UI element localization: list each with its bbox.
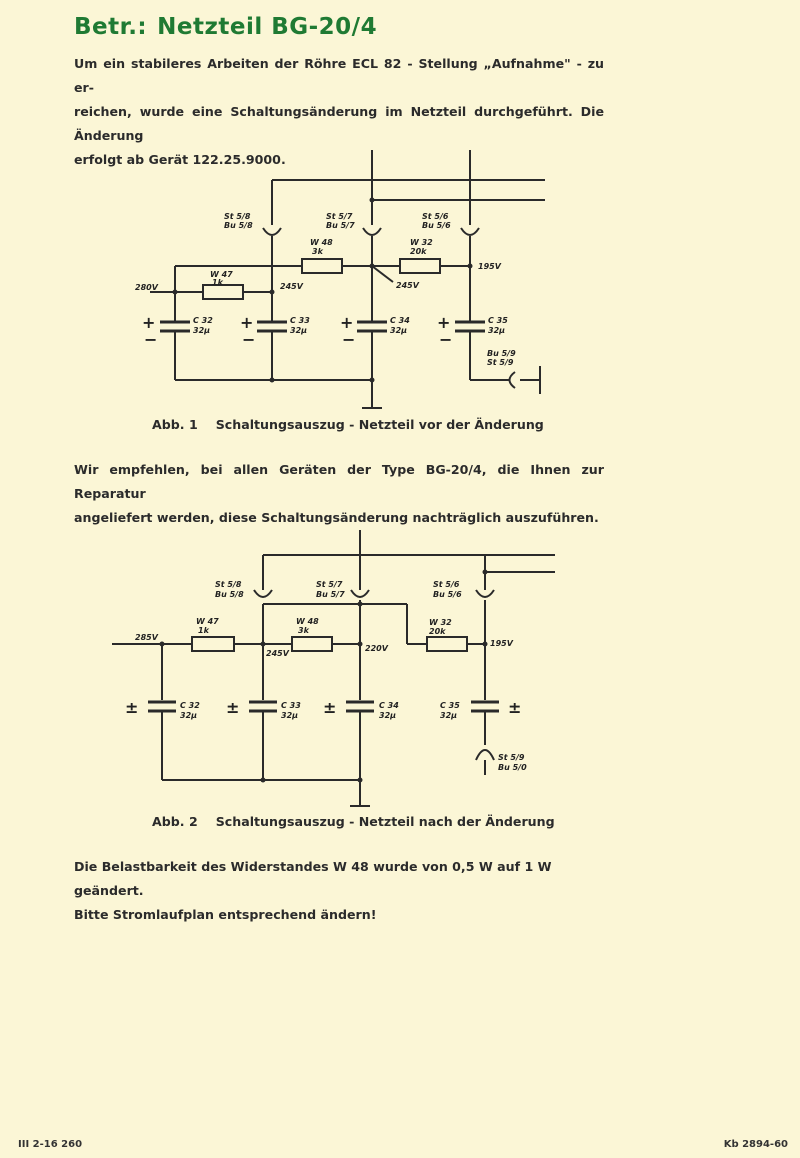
label-w47-value: 1k xyxy=(212,278,223,287)
label-c34-value: 32µ xyxy=(390,326,408,335)
label-c35: C 35 xyxy=(488,316,508,325)
label-c32-value: 32µ xyxy=(193,326,211,335)
label-c32-value: 32µ xyxy=(180,711,198,720)
label-c34: C 34 xyxy=(390,316,410,325)
label-st59: St 5/9 xyxy=(498,753,525,762)
pm-c33: ± xyxy=(226,698,240,717)
minus-c35: − xyxy=(439,330,453,349)
resistor-w32 xyxy=(427,637,467,651)
label-c34-value: 32µ xyxy=(379,711,397,720)
label-c33-value: 32µ xyxy=(281,711,299,720)
label-bu58: Bu 5/8 xyxy=(224,221,253,230)
label-w32-value: 20k xyxy=(429,627,446,636)
pm-c34: ± xyxy=(323,698,337,717)
label-w48: W 48 xyxy=(296,617,319,626)
page-title xyxy=(74,14,387,40)
label-c33-value: 32µ xyxy=(290,326,308,335)
label-st58: St 5/8 xyxy=(224,212,251,221)
title-prefix: Betr.: xyxy=(74,14,148,40)
minus-c32: − xyxy=(144,330,158,349)
label-w32-value: 20k xyxy=(410,247,427,256)
closing-paragraph xyxy=(74,855,614,927)
capacitor-c35 xyxy=(455,322,485,331)
label-c35-value: 32µ xyxy=(440,711,458,720)
intro-line-3: erfolgt ab Gerät 122.25.9000. xyxy=(74,152,286,167)
resistor-w47 xyxy=(192,637,234,651)
label-w48: W 48 xyxy=(310,238,333,247)
capacitor-c32 xyxy=(160,322,190,331)
title-text: Netzteil BG-20/4 xyxy=(157,14,378,40)
recommendation-line-2: angeliefert werden, diese Schaltungsänderung nachträglich auszuführen. xyxy=(74,510,599,525)
figure-1-caption-num: Abb. 1 xyxy=(152,417,198,432)
label-st56: St 5/6 xyxy=(422,212,449,221)
capacitor-c34 xyxy=(357,322,387,331)
label-bu59: Bu 5/0 xyxy=(498,763,527,772)
intro-line-1: Um ein stabileres Arbeiten der Röhre ECL 82 - Stellung „Aufnahme" - zu er- xyxy=(74,56,604,95)
label-st57: St 5/7 xyxy=(316,580,343,589)
label-w47-value: 1k xyxy=(198,626,209,635)
label-bu59: Bu 5/9 xyxy=(487,349,516,358)
label-bu57: Bu 5/7 xyxy=(326,221,355,230)
label-w32: W 32 xyxy=(429,618,452,627)
footer-code-left: III 2-16 260 xyxy=(18,1139,83,1150)
label-w47: W 47 xyxy=(210,270,233,279)
figure-2-caption-num: Abb. 2 xyxy=(152,814,198,829)
label-w47: W 47 xyxy=(196,617,219,626)
resistor-w47 xyxy=(203,285,243,299)
label-c34: C 34 xyxy=(379,701,399,710)
label-195v: 195V xyxy=(490,639,513,648)
label-c35: C 35 xyxy=(440,701,460,710)
label-c35-value: 32µ xyxy=(488,326,506,335)
plus-c35: + xyxy=(437,313,451,332)
figure-2-caption xyxy=(152,814,555,829)
recommendation-paragraph xyxy=(74,458,604,530)
label-c32: C 32 xyxy=(180,701,200,710)
pm-c32: ± xyxy=(125,698,139,717)
label-st58: St 5/8 xyxy=(215,580,242,589)
recommendation-line-1: Wir empfehlen, bei allen Geräten der Type BG-20/4, die Ihnen zur Reparatur xyxy=(74,462,604,501)
label-st57: St 5/7 xyxy=(326,212,353,221)
capacitor-c34 xyxy=(346,702,374,711)
figure-2-caption-text: Schaltungsauszug - Netzteil nach der Änderung xyxy=(215,814,555,829)
minus-c33: − xyxy=(242,330,256,349)
schematic-before xyxy=(0,145,800,415)
label-195v: 195V xyxy=(478,262,501,271)
intro-line-2: reichen, wurde eine Schaltungsänderung im Netzteil durchgeführt. Die Änderung xyxy=(74,104,604,143)
label-245v: 245V xyxy=(266,649,289,658)
label-245v-a: 245V xyxy=(280,282,303,291)
resistor-w48 xyxy=(302,259,342,273)
footer-code-right: Kb 2894-60 xyxy=(723,1139,788,1150)
label-w32: W 32 xyxy=(410,238,433,247)
label-280v: 280V xyxy=(135,283,158,292)
minus-c34: − xyxy=(342,330,356,349)
label-c33: C 33 xyxy=(290,316,310,325)
label-bu56: Bu 5/6 xyxy=(422,221,451,230)
label-bu58: Bu 5/8 xyxy=(215,590,244,599)
label-w48-value: 3k xyxy=(298,626,309,635)
label-220v: 220V xyxy=(365,644,388,653)
resistor-w32 xyxy=(400,259,440,273)
label-bu57: Bu 5/7 xyxy=(316,590,345,599)
plus-c34: + xyxy=(340,313,354,332)
label-c33: C 33 xyxy=(281,701,301,710)
closing-line-1: Die Belastbarkeit des Widerstandes W 48 wurde von 0,5 W auf 1 W geändert. xyxy=(74,859,552,898)
label-st59: St 5/9 xyxy=(487,358,514,367)
figure-1-caption xyxy=(152,417,544,432)
resistor-w48 xyxy=(292,637,332,651)
closing-line-2: Bitte Stromlaufplan entsprechend ändern! xyxy=(74,907,377,922)
label-285v: 285V xyxy=(135,633,158,642)
label-bu56: Bu 5/6 xyxy=(433,590,462,599)
capacitor-c33 xyxy=(249,702,277,711)
label-245v-b: 245V xyxy=(396,281,419,290)
capacitor-c32 xyxy=(148,702,176,711)
label-w48-value: 3k xyxy=(312,247,323,256)
plus-c32: + xyxy=(142,313,156,332)
schematic-after xyxy=(0,525,800,810)
pm-c35: ± xyxy=(508,698,522,717)
capacitor-c35 xyxy=(471,702,499,711)
label-st56: St 5/6 xyxy=(433,580,460,589)
plus-c33: + xyxy=(240,313,254,332)
capacitor-c33 xyxy=(257,322,287,331)
figure-1-caption-text: Schaltungsauszug - Netzteil vor der Änderung xyxy=(215,417,544,432)
label-c32: C 32 xyxy=(193,316,213,325)
